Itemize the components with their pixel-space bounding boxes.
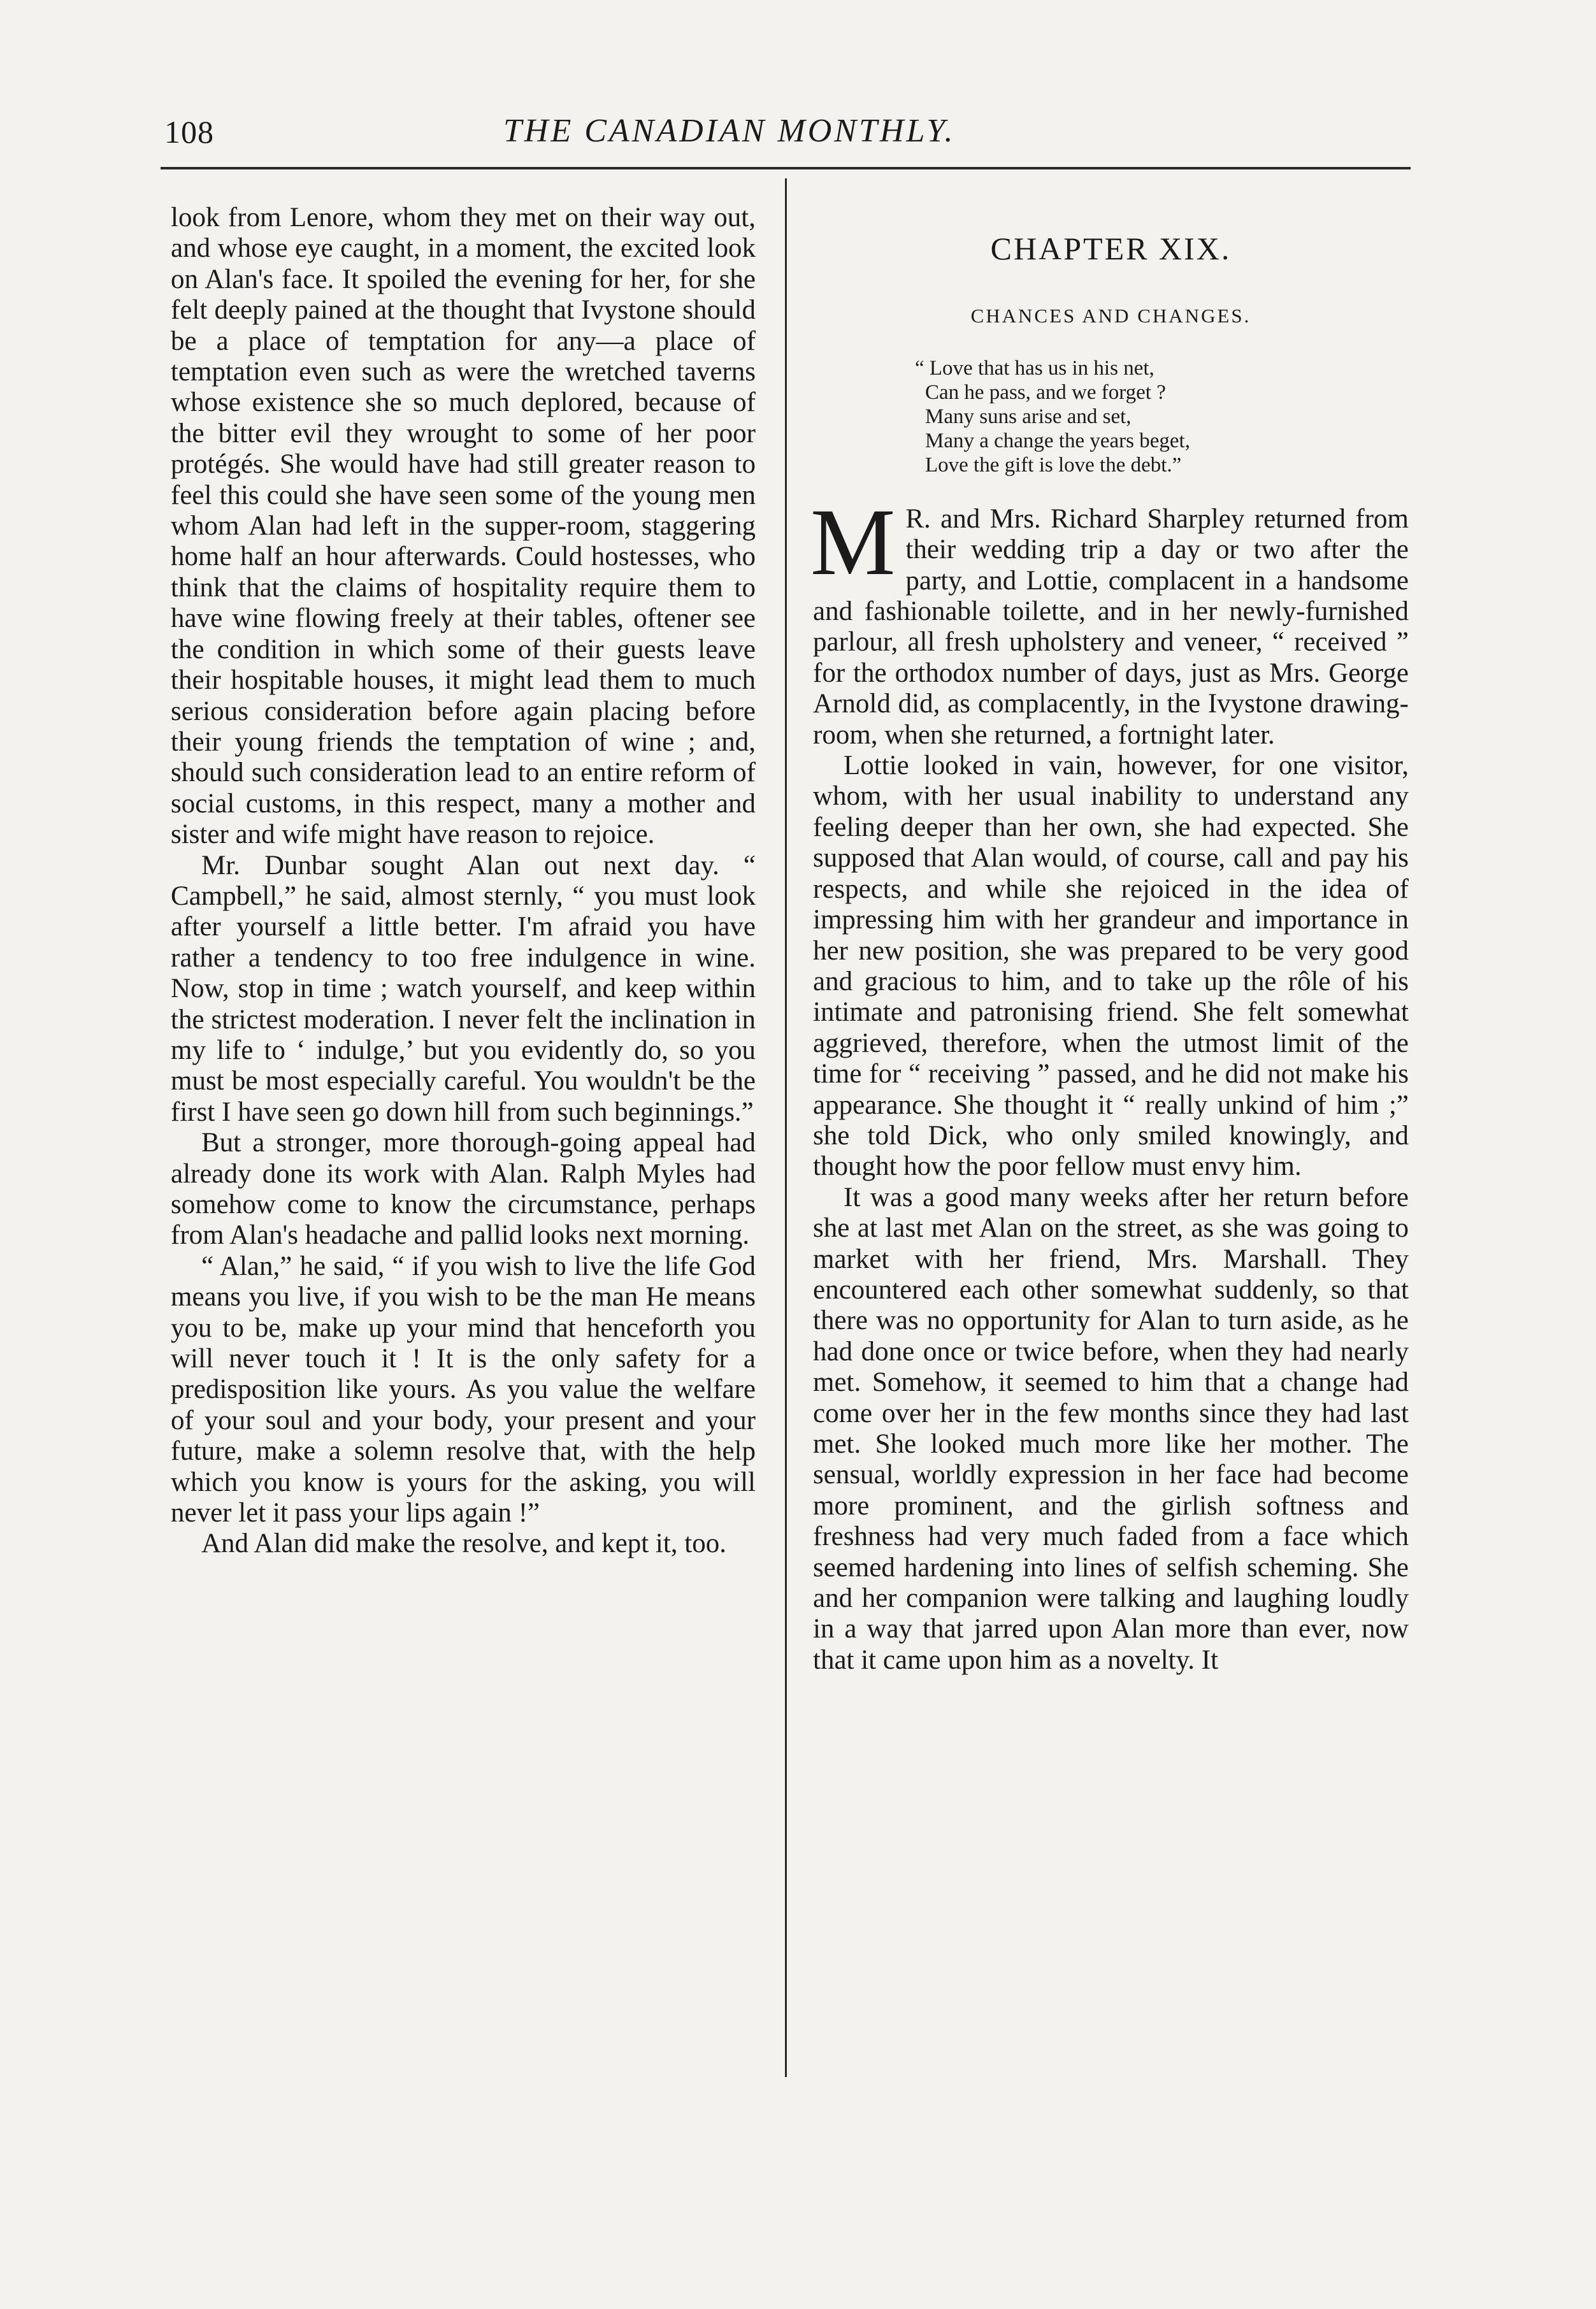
epigraph-line: Love the gift is love the debt.” [925,453,1182,477]
left-paragraph-5: And Alan did make the resolve, and kept it, too. [201,1529,726,1559]
column-divider [785,178,787,2077]
page-number: 108 [164,114,214,150]
chapter-title: CHAPTER XIX. [990,231,1232,266]
chapter-body [810,489,1409,1676]
right-paragraph-3: It was a good many weeks after her return before she at last met Alan on the street, as she was going to market with her friend, Mrs. Marshall. They encountered each other somewhat suddenly, so that there was no opportunity for Alan to turn aside, as he had done once or twice before, when they had nearly met. Somehow, it seemed to him that a change had come over her in the few months since they had last met. She looked much more like her mother. The sensual, worldly expression in her face had become more prominent, and the girlish softness and freshness had very much faded from a face which seemed hardening into lines of selfish scheming. She and her companion were talking and laughing loudly in a way that jarred upon Alan more than ever, now that it came upon him as a novelty. It [813,1182,1409,1675]
left-paragraph-4: “ Alan,” he said, “ if you wish to live the life God means you live, if you wish to be the man He means you to be, make up your mind that henceforth you will never touch it ! It is the only safety for a predisposition like yours. As you value the welfare of your soul and your body, your present and your future, make a solemn resolve that, with the help which you know is yours for the asking, you will never let it pass your lips again !” [171,1251,756,1529]
right-column [810,203,1409,1676]
right-paragraph-2: Lottie looked in vain, however, for one visitor, whom, with her usual inability to understand any feeling deeper than her own, she had expected. She supposed that Alan would, of course, call and pay his respects, and while she rejoiced in the idea of impressing him with her grandeur and importance in her new position, she was prepared to be very good and gracious to him, and to take up the rôle of his intimate and patronising friend. She felt somewhat aggrieved, therefore, when the utmost limit of the time for “ receiving ” passed, and he did not make his appearance. She thought it “ really unkind of him ;” she told Dick, who only smiled knowingly, and thought how the poor fellow must envy him. [813,751,1409,1182]
left-paragraph-3: But a stronger, more thorough-going appeal had already done its work with Alan. Ralph Myles had somehow come to know the circumstance, perhaps from Alan's headache and pallid looks next morning. [171,1128,756,1251]
left-paragraph-2: Mr. Dunbar sought Alan out next day. “ Campbell,” he said, almost sternly, “ you must look after yourself a little better. I'm afraid you have rather a tendency to too free indulgence in wine. Now, stop in time ; watch yourself, and keep within the strictest moderation. I never felt the inclination in my life to ‘ indulge,’ but you evidently do, so you must be most especially careful. You wouldn't be the first I have seen go down hill from such beginnings.” [171,850,756,1127]
header-rule [161,167,1411,169]
epigraph-line: Many suns arise and set, [925,405,1132,428]
left-paragraph-1: look from Lenore, whom they met on their way out, and whose eye caught, in a moment, the excited look on Alan's face. It spoiled the evening for her, for she felt deeply pained at the thought that Ivystone should be a place of temptation for any—a place of temptation even such as were the wretched taverns whose existence she so much deplored, because of the bitter evil they wrought to some of her poor protégés. She would have had still greater reason to feel this could she have seen some of the young men whom Alan had left in the supper-room, staggering home half an hour afterwards. Could hostesses, who think that the claims of hospitality require them to have wine flowing freely at their tables, oftener see the condition in which some of their guests leave their hospitable houses, it might lead them to much serious consideration before again placing before their young friends the temptation of wine ; and, should such consideration lead to an entire reform of social customs, in this respect, many a mother and sister and wife might have reason to rejoice. [171,203,756,850]
epigraph [915,356,1409,477]
right-paragraph-1: R. and Mrs. Richard Sharpley returned from their wedding trip a day or two after the party, and Lottie, complacent in a handsome and fashionable toilette, and in her newly-furnished parlour, all fresh upholstery and veneer, “ received ” for the orthodox number of days, just as Mrs. George Arnold did, as complacently, in the Ivystone drawing-room, when she returned, a fortnight later. [813,503,1409,750]
chapter-subtitle: CHANCES AND CHANGES. [970,305,1251,327]
epigraph-line: Can he pass, and we forget ? [925,380,1166,404]
epigraph-line: Many a change the years beget, [925,429,1190,452]
left-column [171,203,756,1560]
running-title: THE CANADIAN MONTHLY. [503,113,956,149]
epigraph-line: “ Love that has us in his net, [915,356,1154,380]
drop-cap: M [810,489,896,595]
